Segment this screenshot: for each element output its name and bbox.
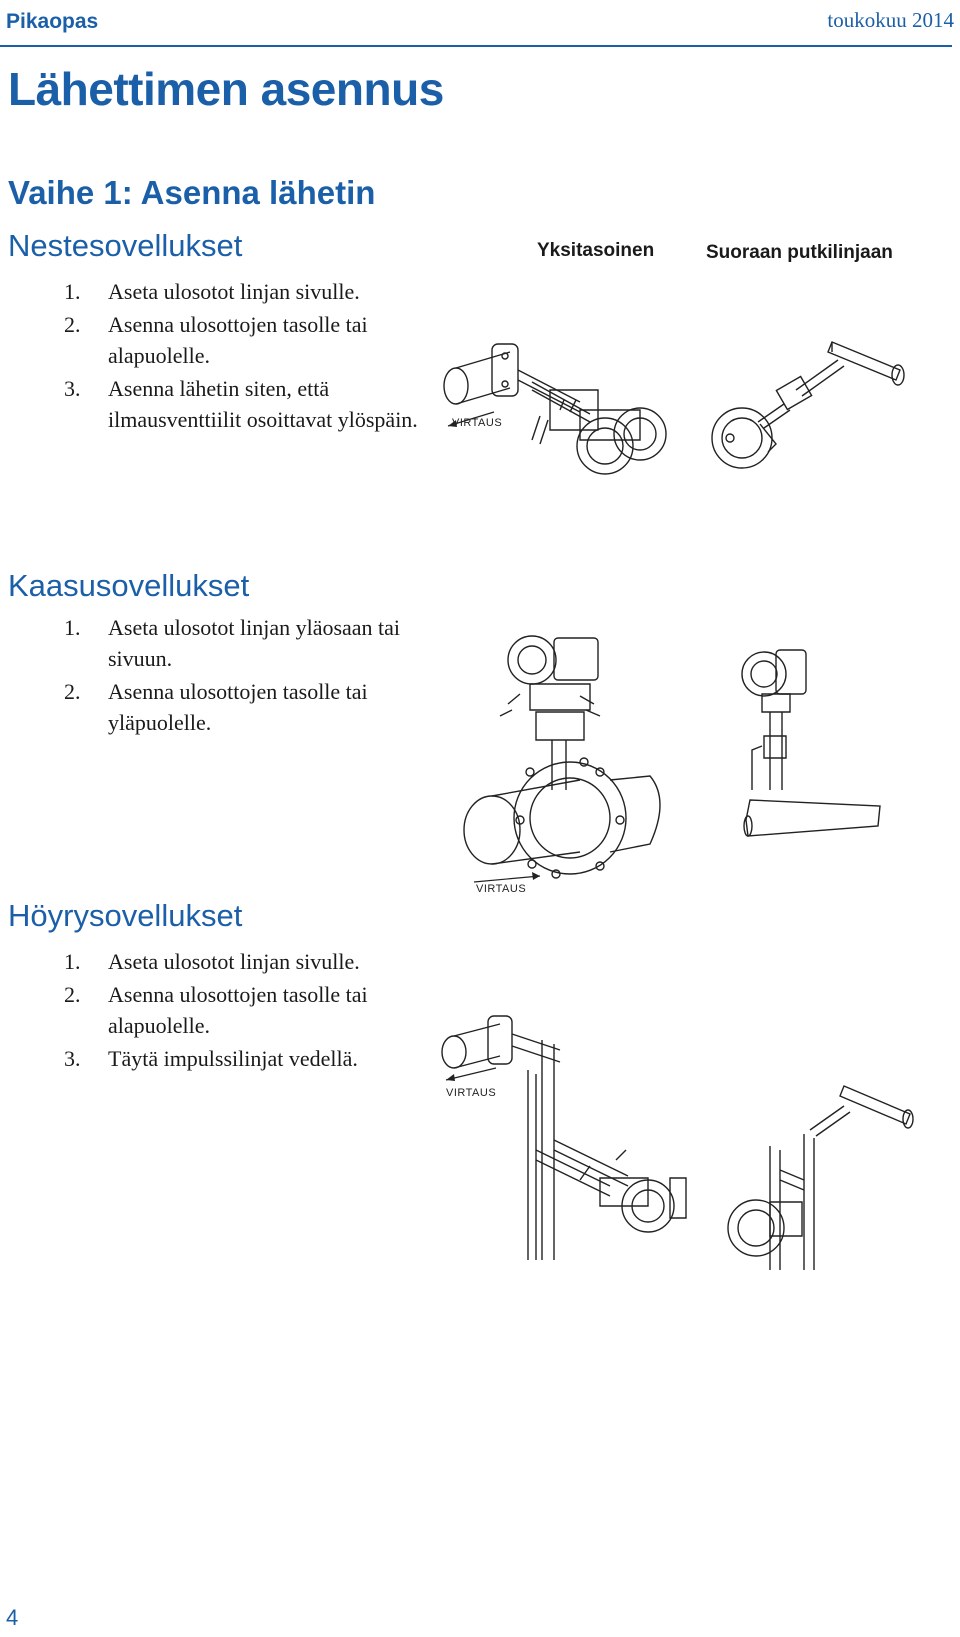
list-item xyxy=(64,946,444,977)
list-item xyxy=(64,979,444,1041)
flow-label: VIRTAUS xyxy=(452,417,503,429)
steam-in-line-illustration xyxy=(720,1080,920,1280)
column-header-coplanar: Yksitasoinen xyxy=(537,240,655,261)
section-heading-gas: Kaasusovellukset xyxy=(8,568,250,603)
list-item xyxy=(64,676,444,738)
header-date: toukokuu 2014 xyxy=(827,8,954,32)
step-title: Vaihe 1: Asenna lähetin xyxy=(8,174,376,211)
liquid-steps-list xyxy=(64,276,444,437)
step-number: 3. xyxy=(64,376,81,401)
list-item xyxy=(64,612,444,674)
step-text: Aseta ulosotot linjan sivulle. xyxy=(108,949,360,974)
page-title: Lähettimen asennus xyxy=(8,63,444,115)
step-number: 2. xyxy=(64,312,81,337)
flow-label: VIRTAUS xyxy=(476,883,527,895)
flow-label: VIRTAUS xyxy=(446,1087,497,1099)
gas-coplanar-illustration xyxy=(460,630,680,910)
flow-arrow-icon xyxy=(474,872,540,882)
step-number: 1. xyxy=(64,615,81,640)
step-text: Täytä impulssilinjat vedellä. xyxy=(108,1046,358,1071)
step-number: 1. xyxy=(64,949,81,974)
list-item xyxy=(64,373,444,435)
list-item xyxy=(64,309,444,371)
liquid-in-line-illustration xyxy=(700,330,920,490)
step-number: 1. xyxy=(64,279,81,304)
step-number: 3. xyxy=(64,1046,81,1071)
step-text: Asenna lähetin siten, että ilmausventtiilit osoittavat ylöspäin. xyxy=(108,376,418,432)
header-rule xyxy=(0,45,952,47)
step-number: 2. xyxy=(64,982,81,1007)
steam-coplanar-illustration xyxy=(440,1010,690,1270)
step-text: Asenna ulosottojen tasolle tai yläpuolelle. xyxy=(108,679,368,735)
page-number: 4 xyxy=(6,1605,19,1630)
section-heading-steam: Höyrysovellukset xyxy=(8,898,243,933)
liquid-coplanar-illustration xyxy=(440,330,680,490)
step-number: 2. xyxy=(64,679,81,704)
list-item xyxy=(64,1043,444,1074)
list-item xyxy=(64,276,444,307)
section-heading-liquid: Nestesovellukset xyxy=(8,228,243,263)
step-text: Aseta ulosotot linjan yläosaan tai sivuun. xyxy=(108,615,401,671)
step-text: Asenna ulosottojen tasolle tai alapuolelle. xyxy=(108,982,368,1038)
step-text: Asenna ulosottojen tasolle tai alapuolelle. xyxy=(108,312,368,368)
column-header-in-line: Suoraan putkilinjaan xyxy=(706,242,893,263)
flow-arrow-icon xyxy=(446,1068,496,1081)
step-text: Aseta ulosotot linjan sivulle. xyxy=(108,279,360,304)
header-guide-label: Pikaopas xyxy=(6,10,99,33)
steam-steps-list xyxy=(64,946,444,1076)
gas-steps-list xyxy=(64,612,444,740)
gas-in-line-illustration xyxy=(740,640,890,840)
